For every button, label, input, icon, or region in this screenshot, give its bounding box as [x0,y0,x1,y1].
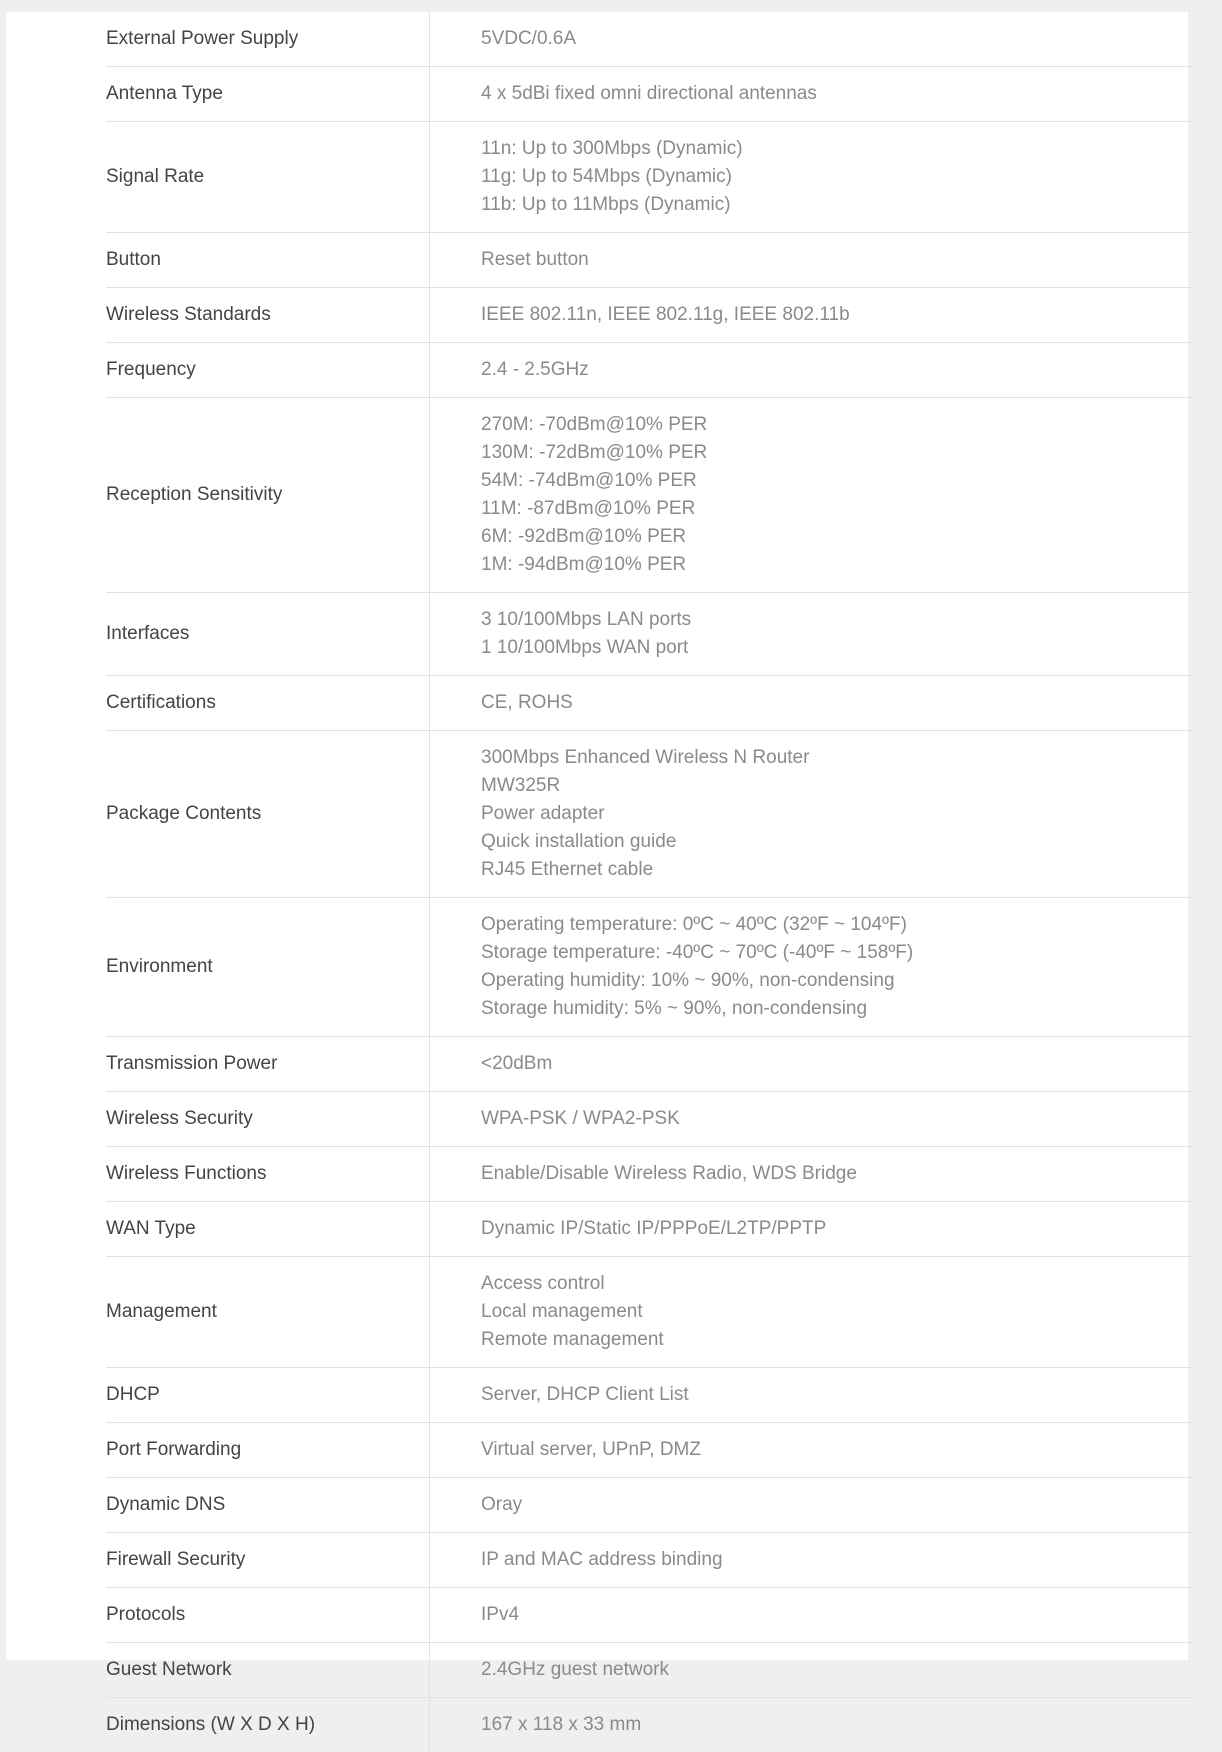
spec-value-line: Operating temperature: 0ºC ~ 40ºC (32ºF ~ 104ºF) [481,914,907,935]
spec-label: Port Forwarding [106,1423,430,1477]
spec-value-line: 11g: Up to 54Mbps (Dynamic) [481,166,732,187]
spec-value-line: WPA-PSK / WPA2-PSK [481,1108,680,1129]
spec-row-reception-sensitivity [106,398,1192,593]
spec-value-line: 5VDC/0.6A [481,28,577,49]
spec-value [430,288,1192,342]
spec-row-package-contents [106,731,1192,898]
spec-row-button [106,233,1192,288]
spec-value [430,593,1192,675]
spec-value-line: 11n: Up to 300Mbps (Dynamic) [481,138,743,159]
spec-value-line: 167 x 118 x 33 mm [481,1714,642,1735]
spec-row-external-power-supply [106,12,1192,67]
spec-label: Management [106,1257,430,1367]
spec-label: Interfaces [106,593,430,675]
spec-value-line: Operating humidity: 10% ~ 90%, non-condensing [481,970,895,991]
spec-label: Signal Rate [106,122,430,232]
spec-value [430,1588,1192,1642]
spec-table [106,12,1192,1752]
spec-label: Guest Network [106,1643,430,1697]
spec-value [430,1698,1192,1752]
spec-value-line: Power adapter [481,803,605,824]
spec-value [430,898,1192,1036]
spec-value-line: Quick installation guide [481,831,677,852]
spec-label: Dimensions (W X D X H) [106,1698,430,1752]
spec-value [430,1423,1192,1477]
spec-row-port-forwarding [106,1423,1192,1478]
spec-value [430,1147,1192,1201]
spec-value-line: IP and MAC address binding [481,1549,723,1570]
spec-row-dynamic-dns [106,1478,1192,1533]
spec-label: Reception Sensitivity [106,398,430,592]
spec-value-line: 1 10/100Mbps WAN port [481,637,689,658]
spec-row-dimensions-w-x-d-x-h [106,1698,1192,1752]
spec-label: Antenna Type [106,67,430,121]
spec-row-management [106,1257,1192,1368]
spec-row-environment [106,898,1192,1037]
spec-value-line: 300Mbps Enhanced Wireless N Router [481,747,810,768]
spec-value [430,1643,1192,1697]
spec-label: External Power Supply [106,12,430,66]
spec-value-line: Access control [481,1273,605,1294]
spec-value-line: Oray [481,1494,523,1515]
spec-row-wireless-security [106,1092,1192,1147]
spec-label: Environment [106,898,430,1036]
spec-value-line: Dynamic IP/Static IP/PPPoE/L2TP/PPTP [481,1218,827,1239]
spec-value-line: IEEE 802.11n, IEEE 802.11g, IEEE 802.11b [481,304,850,325]
spec-value [430,67,1192,121]
spec-value [430,1533,1192,1587]
spec-value-line: 11b: Up to 11Mbps (Dynamic) [481,194,731,215]
spec-value [430,1478,1192,1532]
spec-label: Wireless Standards [106,288,430,342]
spec-value-line: 54M: -74dBm@10% PER [481,470,697,491]
spec-row-wireless-standards [106,288,1192,343]
spec-value-line: Server, DHCP Client List [481,1384,689,1405]
spec-row-wan-type [106,1202,1192,1257]
spec-value [430,343,1192,397]
spec-value-line: <20dBm [481,1053,553,1074]
spec-value [430,1368,1192,1422]
spec-value-line: 11M: -87dBm@10% PER [481,498,696,519]
spec-card [6,12,1188,1735]
spec-label: Wireless Security [106,1092,430,1146]
spec-row-transmission-power [106,1037,1192,1092]
spec-label: Package Contents [106,731,430,897]
spec-value-line: 130M: -72dBm@10% PER [481,442,708,463]
spec-value [430,731,1192,897]
spec-value-line: Virtual server, UPnP, DMZ [481,1439,701,1460]
spec-label: DHCP [106,1368,430,1422]
spec-value-line: 3 10/100Mbps LAN ports [481,609,692,630]
spec-row-wireless-functions [106,1147,1192,1202]
spec-label: Frequency [106,343,430,397]
spec-value-line: 2.4 - 2.5GHz [481,359,589,380]
spec-row-certifications [106,676,1192,731]
spec-label: WAN Type [106,1202,430,1256]
spec-value [430,1037,1192,1091]
spec-value [430,398,1192,592]
spec-row-firewall-security [106,1533,1192,1588]
spec-label: Button [106,233,430,287]
spec-value-line: MW325R [481,775,561,796]
spec-value-line: Storage temperature: -40ºC ~ 70ºC (-40ºF ~ 158ºF) [481,942,914,963]
spec-value-line: Enable/Disable Wireless Radio, WDS Bridge [481,1163,857,1184]
spec-value-line: 270M: -70dBm@10% PER [481,414,708,435]
spec-value-line: 6M: -92dBm@10% PER [481,526,687,547]
spec-value [430,1257,1192,1367]
spec-value-line: CE, ROHS [481,692,573,713]
spec-row-signal-rate [106,122,1192,233]
spec-value-line: Reset button [481,249,589,270]
spec-row-dhcp [106,1368,1192,1423]
spec-row-antenna-type [106,67,1192,122]
spec-label: Firewall Security [106,1533,430,1587]
spec-value [430,1092,1192,1146]
spec-label: Transmission Power [106,1037,430,1091]
spec-value-line: IPv4 [481,1604,520,1625]
spec-label: Wireless Functions [106,1147,430,1201]
spec-value-line: 2.4GHz guest network [481,1659,669,1680]
spec-label: Certifications [106,676,430,730]
spec-value-line: 4 x 5dBi fixed omni directional antennas [481,83,817,104]
spec-row-protocols [106,1588,1192,1643]
spec-value-line: Local management [481,1301,643,1322]
spec-value-line: 1M: -94dBm@10% PER [481,554,687,575]
spec-value-line: Remote management [481,1329,664,1350]
spec-row-guest-network [106,1643,1192,1698]
spec-row-frequency [106,343,1192,398]
spec-value [430,676,1192,730]
spec-value [430,233,1192,287]
spec-value [430,1202,1192,1256]
spec-value-line: RJ45 Ethernet cable [481,859,654,880]
spec-row-interfaces [106,593,1192,676]
spec-value [430,122,1192,232]
spec-value [430,12,1192,66]
spec-label: Protocols [106,1588,430,1642]
spec-value-line: Storage humidity: 5% ~ 90%, non-condensing [481,998,868,1019]
spec-label: Dynamic DNS [106,1478,430,1532]
